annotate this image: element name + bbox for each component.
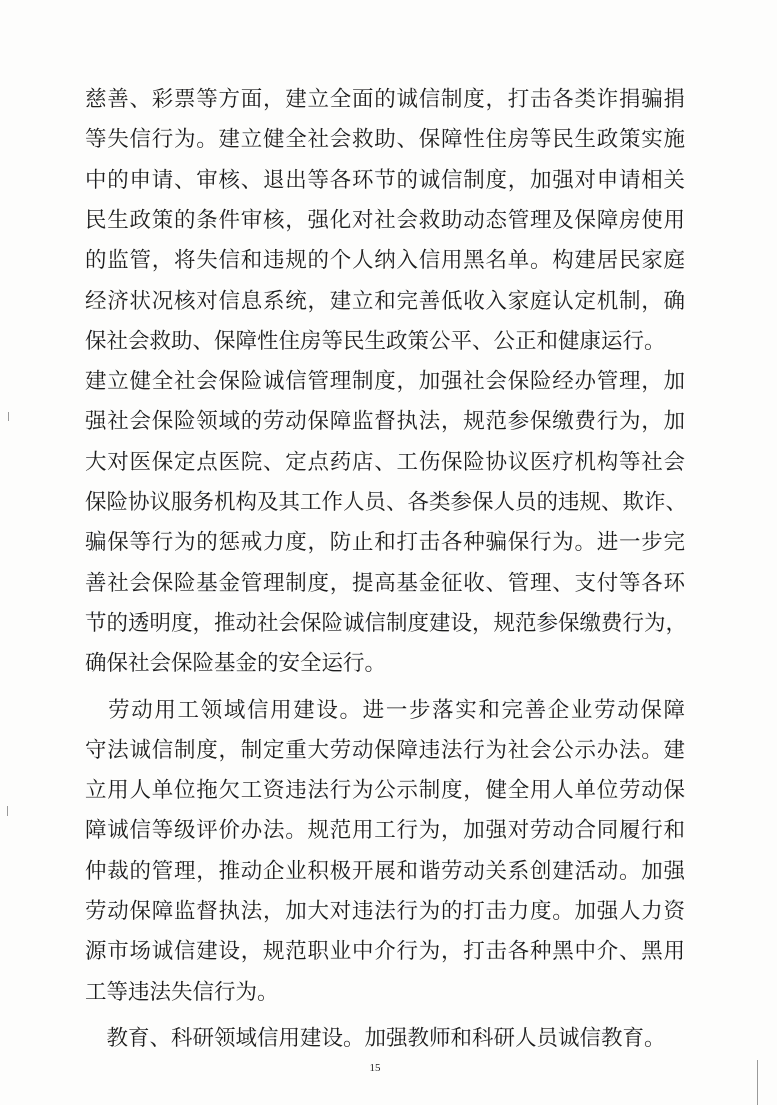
text-line: 工等违法失信行为。 <box>85 979 279 1005</box>
text-line: 守法诚信制度，制定重大劳动保障违法行为社会公示办法。建 <box>85 737 685 763</box>
text-line: 障诚信等级评价办法。规范用工行为，加强对劳动合同履行和 <box>85 818 685 844</box>
text-line: 骗保等行为的惩戒力度，防止和打击各种骗保行为。进一步完 <box>85 530 685 556</box>
text-line: 仲裁的管理，推动企业积极开展和谐劳动关系创建活动。加强 <box>85 858 685 884</box>
text-line: 经济状况核对信息系统，建立和完善低收入家庭认定机制，确 <box>85 288 685 314</box>
scan-edge <box>757 1060 758 1105</box>
text-line: 的监管，将失信和违规的个人纳入信用黑名单。构建居民家庭 <box>85 248 685 274</box>
text-line: 源市场诚信建设，规范职业中介行为，打击各种黑中介、黑用 <box>85 939 685 965</box>
text-line: 保险协议服务机构及其工作人员、各类参保人员的违规、欺诈、 <box>85 490 688 515</box>
text-line: 劳动用工领域信用建设。进一步落实和完善企业劳动保障 <box>85 697 685 723</box>
text-line: 建立健全社会保险诚信管理制度，加强社会保险经办管理，加 <box>85 369 685 395</box>
text-line: 保社会救助、保障性住房等民生政策公平、公正和健康运行。 <box>85 328 666 354</box>
text-line: 教育、科研领域信用建设。加强教师和科研人员诚信教育。 <box>85 1025 666 1051</box>
page-number: 15 <box>369 1062 381 1074</box>
text-line: 大对医保定点医院、定点药店、工伤保险协议医疗机构等社会 <box>85 449 685 475</box>
text-line: 立用人单位拖欠工资违法行为公示制度，健全用人单位劳动保 <box>85 778 685 804</box>
scan-speck <box>8 412 9 421</box>
text-line: 确保社会保险基金的安全运行。 <box>85 651 387 677</box>
text-line: 节的透明度，推动社会保险诚信制度建设，规范参保缴费行为， <box>85 610 688 636</box>
text-line: 强社会保险领域的劳动保障监督执法，规范参保缴费行为，加 <box>85 409 685 435</box>
text-line: 等失信行为。建立健全社会救助、保障性住房等民生政策实施 <box>85 127 685 153</box>
text-line: 中的申请、审核、退出等各环节的诚信制度，加强对申请相关 <box>85 167 685 193</box>
text-line: 劳动保障监督执法，加大对违法行为的打击力度。加强人力资 <box>85 899 685 924</box>
text-line: 民生政策的条件审核，强化对社会救助动态管理及保障房使用 <box>85 207 685 233</box>
scan-speck <box>7 806 8 816</box>
text-line: 慈善、彩票等方面，建立全面的诚信制度，打击各类诈捐骗捐 <box>85 87 685 112</box>
text-line: 善社会保险基金管理制度，提高基金征收、管理、支付等各环 <box>85 570 685 596</box>
